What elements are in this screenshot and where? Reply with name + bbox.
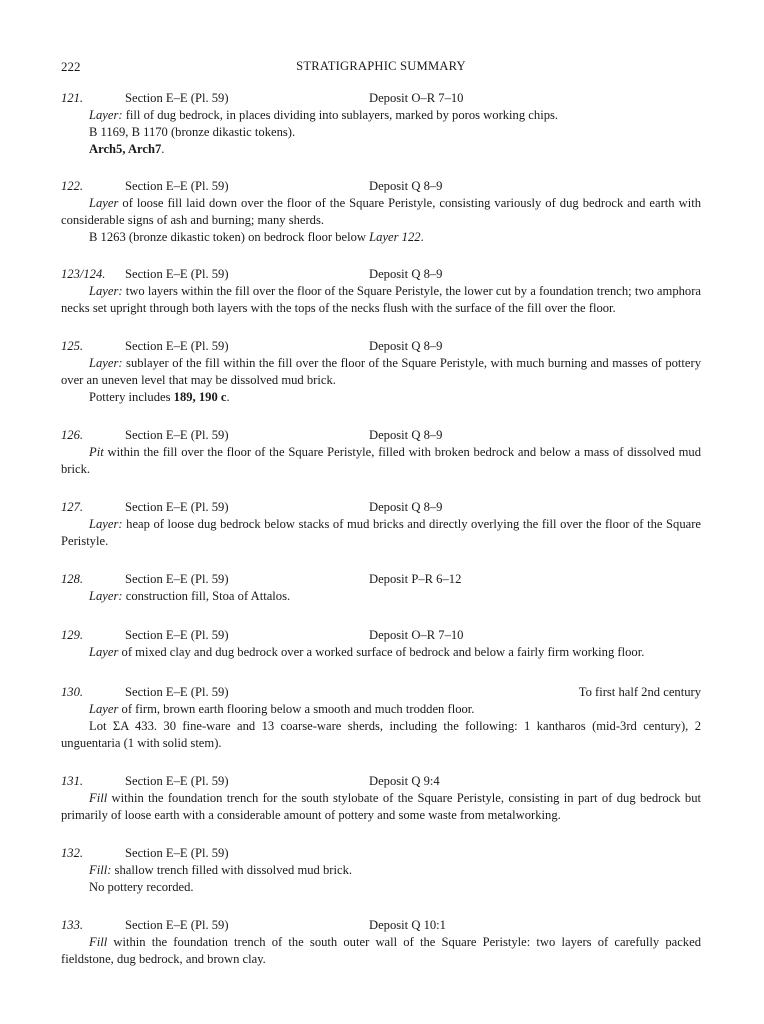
entry-section: Section E–E (Pl. 59) [125, 91, 229, 105]
entry-number: 125. [61, 339, 84, 353]
entry-section: Section E–E (Pl. 59) [125, 846, 229, 860]
entry-deposit: Deposit Q 8–9 [369, 179, 443, 193]
entry-deposit: Deposit Q 8–9 [369, 267, 443, 281]
entry-section: Section E–E (Pl. 59) [125, 628, 229, 642]
entry-132 [61, 845, 701, 896]
entry-number: 129. [61, 628, 84, 642]
entry-number: 132. [61, 846, 84, 860]
entry-section: Section E–E (Pl. 59) [125, 685, 229, 699]
entry-date: To first half 2nd century [578, 685, 701, 699]
entry-number: 127. [61, 500, 84, 514]
entry-description: Layer: construction fill, Stoa of Attalos. [89, 589, 291, 603]
entry-number: 131. [61, 774, 84, 788]
entry-description: Fill within the foundation trench of the south outer wall of the Square Peristyle: two layers of carefully packed fieldstone, dug bedrock, and brown clay. [61, 935, 701, 966]
entry-number: 122. [61, 179, 84, 193]
entry-note: B 1169, B 1170 (bronze dikastic tokens). [89, 125, 296, 139]
running-head: STRATIGRAPHIC SUMMARY [296, 59, 466, 73]
entry-section: Section E–E (Pl. 59) [125, 267, 229, 281]
entry-deposit: Deposit Q 8–9 [369, 339, 443, 353]
entry-description: Layer: two layers within the fill over the floor of the Square Peristyle, the lower cut by a foundation trench; two amphora necks set upright through both layers with the tops of the necks flush with the surface of the fill over the floor. [61, 284, 701, 315]
entry-deposit: Deposit P–R 6–12 [369, 572, 462, 586]
entry-number: 130. [61, 685, 84, 699]
entry-description: Layer of loose fill laid down over the floor of the Square Peristyle, consisting variously of dug bedrock and earth with considerable signs of ash and burning; many sherds. [61, 196, 701, 227]
entry-131 [61, 773, 701, 824]
entry-130 [61, 684, 701, 752]
entry-number: 133. [61, 918, 84, 932]
page-number: 222 [61, 59, 81, 74]
entry-section: Section E–E (Pl. 59) [125, 339, 229, 353]
entry-number: 128. [61, 572, 84, 586]
entry-section: Section E–E (Pl. 59) [125, 500, 229, 514]
page-header [61, 58, 701, 76]
entry-description: Fill: shallow trench filled with dissolved mud brick. [89, 863, 353, 877]
entry-section: Section E–E (Pl. 59) [125, 572, 229, 586]
entry-note: No pottery recorded. [89, 880, 194, 894]
entry-deposit: Deposit Q 8–9 [369, 428, 443, 442]
entry-deposit: Deposit Q 8–9 [369, 500, 443, 514]
entry-deposit: Deposit Q 9:4 [369, 774, 440, 788]
entry-122 [61, 178, 701, 246]
entry-133 [61, 917, 701, 968]
entry-123-124 [61, 266, 701, 317]
entry-description: Layer: sublayer of the fill within the fill over the floor of the Square Peristyle, with much burning and masses of pottery over an uneven level that may be dissolved mud brick. [61, 356, 701, 387]
entry-description: Layer of mixed clay and dug bedrock over a worked surface of bedrock and below a fairly firm working floor. [89, 645, 645, 659]
entry-description: Pit within the fill over the floor of the Square Peristyle, filled with broken bedrock and below a mass of dissolved mud brick. [61, 445, 701, 476]
entry-number: 121. [61, 91, 84, 105]
entry-deposit: Deposit O–R 7–10 [369, 91, 464, 105]
entry-description: Layer of firm, brown earth flooring below a smooth and much trodden floor. [89, 702, 475, 716]
entry-description: Fill within the foundation trench for the south stylobate of the Square Peristyle, consisting in part of dug bedrock but primarily of loose earth with a considerable amount of pottery and some waste from metalworking. [61, 791, 701, 822]
entry-description: Layer: heap of loose dug bedrock below stacks of mud bricks and directly overlying the fill over the floor of the Square Peristyle. [61, 517, 701, 548]
entry-128 [61, 571, 701, 605]
entry-125 [61, 338, 701, 406]
entry-bold-note: Arch5, Arch7. [89, 142, 165, 156]
entry-section: Section E–E (Pl. 59) [125, 774, 229, 788]
entry-note: Lot ΣΑ 433. 30 fine-ware and 13 coarse-ware sherds, including the following: 1 kantharos (mid-3rd century), 2 unguentaria (1 with solid stem). [61, 719, 701, 750]
entry-number: 123/124. [61, 267, 106, 281]
entry-126 [61, 427, 701, 478]
entry-section: Section E–E (Pl. 59) [125, 428, 229, 442]
entry-127 [61, 499, 701, 550]
entry-section: Section E–E (Pl. 59) [125, 918, 229, 932]
entry-section: Section E–E (Pl. 59) [125, 179, 229, 193]
entry-note: Pottery includes 189, 190 c. [89, 390, 230, 404]
entry-121 [61, 90, 701, 158]
entry-deposit: Deposit Q 10:1 [369, 918, 446, 932]
entry-deposit: Deposit O–R 7–10 [369, 628, 464, 642]
entry-description: Layer: fill of dug bedrock, in places dividing into sublayers, marked by poros working chips. [89, 108, 559, 122]
entry-129 [61, 627, 701, 661]
entry-number: 126. [61, 428, 84, 442]
entry-note: B 1263 (bronze dikastic token) on bedrock floor below Layer 122. [89, 230, 424, 244]
